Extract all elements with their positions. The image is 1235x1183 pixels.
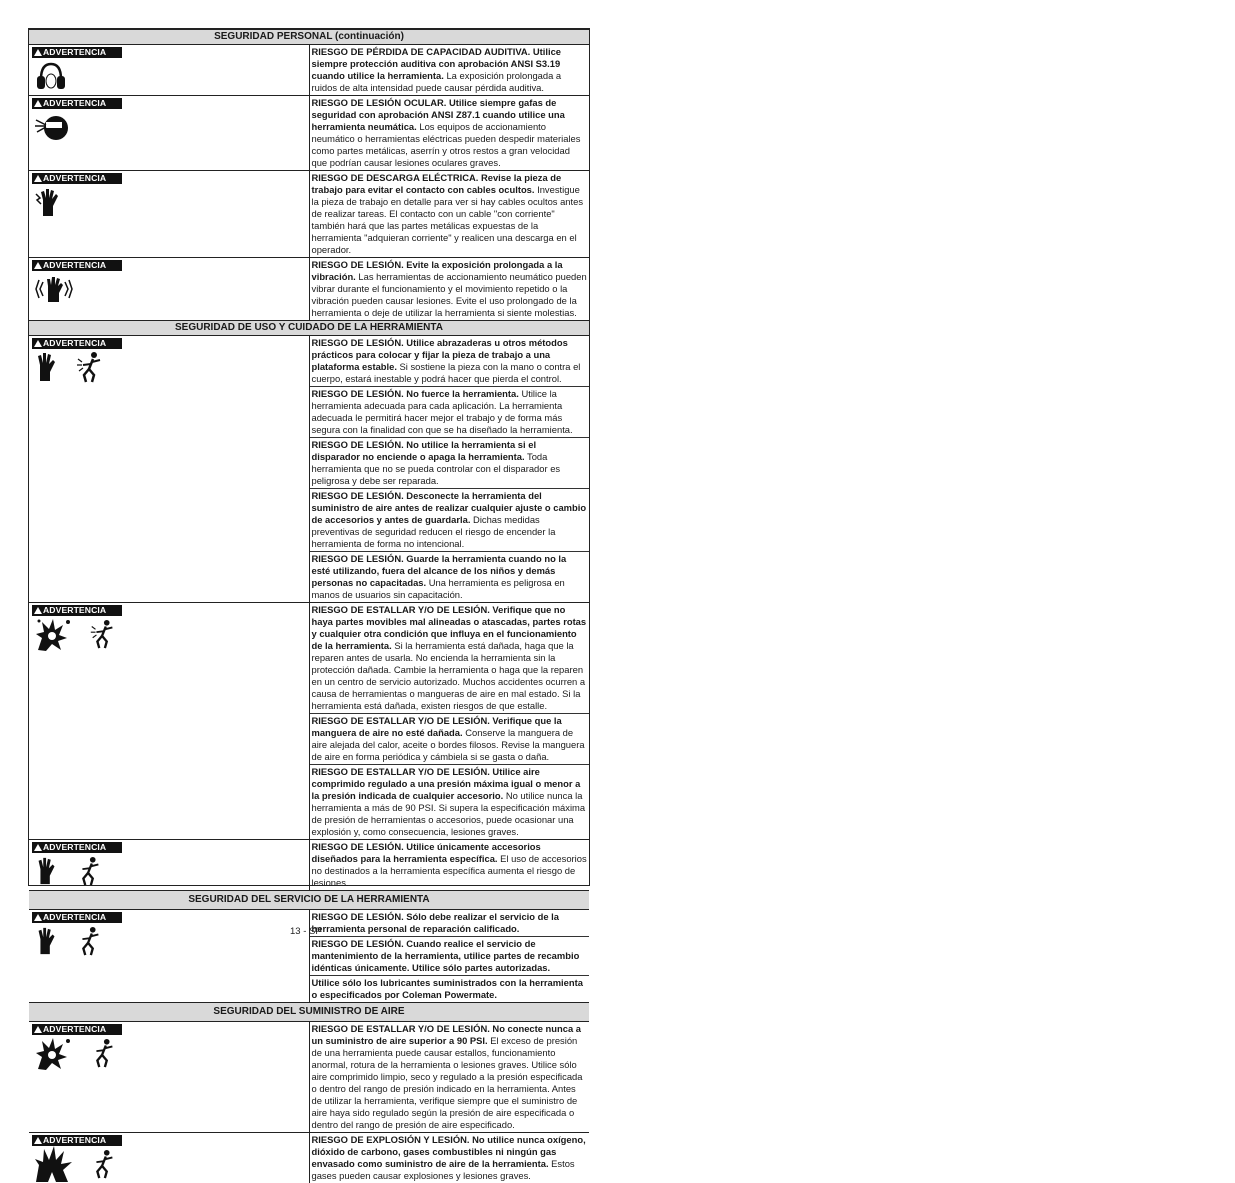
section-title-air: SEGURIDAD DEL SUMINISTRO DE AIRE: [29, 1003, 589, 1022]
section-header: [29, 1003, 589, 1022]
warning-text: RIESGO DE ESTALLAR Y/O DE LESIÓN. No conecte nunca a un suministro de aire superior a 90 PSI. El exceso de presión de una herramienta puede causar estallos, funcionamiento anormal, rotura de la herramienta o lesiones graves. Utilice sólo aire comprimido limpio, seco y regulado a la presión especificada o dentro del rango de presión indicado en la herramienta. Antes de utilizar la herramienta, verifique siempre que el suministro de aire haya sido regulado según la presión de aire especificada o dentro del rango de presión de aire especificado.: [309, 1022, 589, 1133]
warning-text: RIESGO DE ESTALLAR Y/O DE LESIÓN. Utilice aire comprimido regulado a una presión máxima igual o menor a la presión indicada de cualquier accesorio. No utilice nunca la herramienta a más de 90 PSI. Si supera la especificación máxima de presión de herramientas o accesorios, puede ocasionar una explosión y, como consecuencia, lesiones graves.: [309, 765, 589, 840]
warning-triangle-icon: [34, 340, 42, 347]
warning-triangle-icon: [34, 49, 42, 56]
warning-triangle-icon: [34, 100, 42, 107]
icon-cell: [29, 336, 309, 603]
warning-badge: ADVERTENCIA: [32, 1135, 122, 1146]
warning-triangle-icon: [34, 844, 42, 851]
section-title-tool-use: SEGURIDAD DE USO Y CUIDADO DE LA HERRAMIENTA: [29, 321, 589, 336]
person-injury-icon: [88, 1148, 118, 1180]
warning-badge: ADVERTENCIA: [32, 605, 122, 616]
warning-triangle-icon: [34, 1026, 42, 1033]
person-injury-icon: [74, 926, 104, 956]
warning-text: RIESGO DE LESIÓN OCULAR. Utilice siempre gafas de seguridad con aprobación ANSI Z87.1 cuando utilice una herramienta neumática. Los equipos de accionamiento neumático o herramientas eléctricas pueden despedir materiales como partes metálicas, aserrín y otros restos a gran velocidad que podrían causar lesiones oculares graves.: [309, 96, 589, 171]
warning-text: RIESGO DE LESIÓN. Cuando realice el servicio de mantenimiento de la herramienta, utilice partes de recambio idénticas únicamente. Utilice sólo partes autorizadas.: [309, 937, 589, 976]
warning-badge: ADVERTENCIA: [32, 912, 122, 923]
explosion-icon: [34, 1145, 74, 1183]
warning-text: RIESGO DE ESTALLAR Y/O DE LESIÓN. Verifique que no haya partes movibles mal alineadas o atascadas, partes rotas y cualquier otra condición que influya en el funcionamiento de la herramienta. Si la herramienta está dañada, haga que la reparen antes de usarla. No encienda la herramienta sin la protección dañada. Cambie la herramienta o haga que la reparen en un centro de servicio autorizado. Muchos accidentes ocurren a causa de herramientas o mangueras de aire en mal estado. Si la herramienta está dañada, existen riesgos de que estalle.: [309, 603, 589, 714]
icon-cell: [29, 171, 309, 258]
icon-cell: [29, 45, 309, 96]
warning-row: [29, 45, 589, 96]
explosion-person-icon: [34, 1035, 74, 1071]
safety-sheet: [28, 28, 590, 886]
warning-badge: ADVERTENCIA: [32, 842, 122, 853]
warning-triangle-icon: [34, 607, 42, 614]
warning-text: RIESGO DE PÉRDIDA DE CAPACIDAD AUDITIVA. Utilice siempre protección auditiva con aprobación ANSI S3.19 cuando utilice la herramienta. La exposición prolongada a ruidos de alta intensidad puede causar pérdida auditiva.: [309, 45, 589, 96]
warning-row: [29, 603, 589, 714]
ear-muffs-icon: [34, 61, 68, 91]
warning-text: RIESGO DE LESIÓN. Sólo debe realizar el servicio de la herramienta personal de reparación calificado.: [309, 910, 589, 937]
explosion-person-icon: [34, 616, 74, 652]
icon-cell: [29, 96, 309, 171]
warning-text: Utilice sólo los lubricantes suministrados con la herramienta o especificados por Coleman Powermate.: [309, 976, 589, 1003]
warning-row: [29, 336, 589, 387]
section-title-personal: SEGURIDAD PERSONAL (continuación): [29, 30, 589, 45]
warning-text: RIESGO DE ESTALLAR Y/O DE LESIÓN. Verifique que la manguera de aire no esté dañada. Conserve la manguera de aire alejada del calor, aceite o bordes filosos. Revise la manguera de aire en forma periódica y cámbiela si se gasta o daña.: [309, 714, 589, 765]
warning-triangle-icon: [34, 175, 42, 182]
person-injury-icon: [74, 856, 104, 886]
warning-text: RIESGO DE LESIÓN. Guarde la herramienta cuando no la esté utilizando, fuera del alcance de los niños y demás personas no capacitadas. Una herramienta es peligrosa en manos de usuarios sin capacitación.: [309, 552, 589, 603]
section-header: [29, 891, 589, 910]
warning-badge: ADVERTENCIA: [32, 98, 122, 109]
warning-badge: ADVERTENCIA: [32, 173, 122, 184]
section-header: [29, 321, 589, 336]
warning-triangle-icon: [34, 1137, 42, 1144]
warning-badge: ADVERTENCIA: [32, 1024, 122, 1035]
warning-triangle-icon: [34, 914, 42, 921]
section-title-service: SEGURIDAD DEL SERVICIO DE LA HERRAMIENTA: [29, 891, 589, 910]
stop-hand-icon: [34, 351, 60, 383]
warning-text: RIESGO DE LESIÓN. No utilice la herramienta si el disparador no enciende o apaga la herramienta. Toda herramienta que no se pueda controlar con el disparador es peligrosa y debe ser reparada.: [309, 438, 589, 489]
warning-text: RIESGO DE EXPLOSIÓN Y LESIÓN. No utilice nunca oxígeno, dióxido de carbono, gases combustibles ni ningún gas envasado como suministro de aire de la herramienta. Estos gases pueden causar explosiones y lesiones graves.: [309, 1133, 589, 1183]
section-header: [29, 30, 589, 45]
warning-row: [29, 171, 589, 258]
vibrating-hand-icon: [34, 274, 74, 304]
warning-row: [29, 258, 589, 321]
person-injury-icon: [88, 618, 118, 650]
safety-table: [29, 29, 589, 1183]
warning-row: [29, 96, 589, 171]
stop-hand-icon: [34, 926, 60, 956]
warning-text: RIESGO DE LESIÓN. Desconecte la herramienta del suministro de aire antes de realizar cualquier ajuste o cambio de accesorios y antes de guardarla. Dichas medidas preventivas de seguridad reducen el riesgo de encender la herramienta de forma no intencional.: [309, 489, 589, 552]
icon-cell: [29, 258, 309, 321]
warning-badge: ADVERTENCIA: [32, 260, 122, 271]
warning-row: [29, 840, 589, 891]
warning-text: RIESGO DE LESIÓN. Utilice únicamente accesorios diseñados para la herramienta específica. El uso de accesorios no destinados a la herramienta específica aumenta el riesgo de lesiones.: [309, 840, 589, 891]
warning-triangle-icon: [34, 262, 42, 269]
warning-badge: ADVERTENCIA: [32, 338, 122, 349]
electric-hand-icon: [34, 186, 64, 218]
stop-hand-icon: [34, 856, 60, 886]
icon-cell: [29, 840, 309, 891]
warning-text: RIESGO DE LESIÓN. No fuerce la herramienta. Utilice la herramienta adecuada para cada aplicación. La herramienta adecuada le permitirá hacer mejor el trabajo y de forma más segura con la finalidad con que se ha diseñado la herramienta.: [309, 387, 589, 438]
warning-badge: ADVERTENCIA: [32, 47, 122, 58]
icon-cell: [29, 603, 309, 840]
warning-row: [29, 1022, 589, 1133]
icon-cell: [29, 1133, 309, 1183]
warning-text: RIESGO DE DESCARGA ELÉCTRICA. Revise la pieza de trabajo para evitar el contacto con cables ocultos. Investigue la pieza de trabajo en detalle para ver si hay cables ocultos antes de realizar tareas. El contacto con un cable "con corriente" también hará que las partes metálicas expuestas de la herramienta "adquieran corriente" y realicen una descarga en el operador.: [309, 171, 589, 258]
warning-text: RIESGO DE LESIÓN. Evite la exposición prolongada a la vibración. Las herramientas de accionamiento neumático pueden vibrar durante el funcionamiento y el movimiento repetido o la vibración pueden causar lesiones. Evite el uso prolongado de la herramienta o deje de utilizar la herramienta si siente molestias.: [309, 258, 589, 321]
icon-cell: [29, 910, 309, 1003]
page-number: 13 - SP: [290, 926, 322, 937]
icon-cell: [29, 1022, 309, 1133]
warning-text: RIESGO DE LESIÓN. Utilice abrazaderas u otros métodos prácticos para colocar y fijar la pieza de trabajo a una plataforma estable. Si sostiene la pieza con la mano o contra el cuerpo, estará inestable y podrá hacer que pierda el control.: [309, 336, 589, 387]
warning-row: [29, 1133, 589, 1183]
person-injury-icon: [88, 1037, 118, 1069]
person-injury-icon: [74, 351, 106, 383]
goggles-face-icon: [34, 112, 70, 142]
